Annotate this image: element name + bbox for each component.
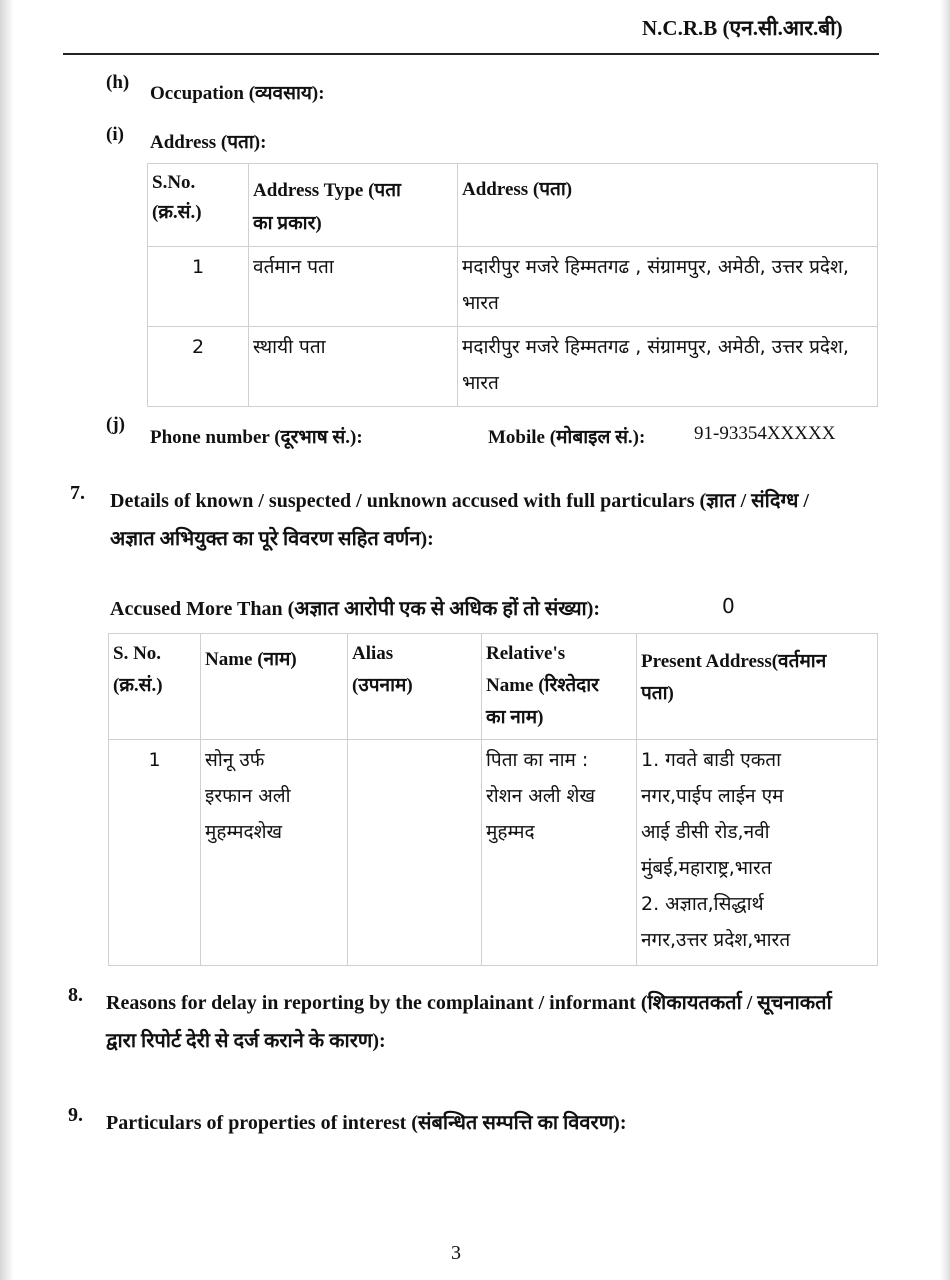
section-9-number: 9. — [68, 1104, 83, 1126]
accused-row-alias — [348, 740, 481, 744]
accused-col-present-address: Present Address(वर्तमान पता) — [641, 651, 827, 704]
occupation-label: Occupation (व्यवसाय): — [150, 83, 325, 104]
table-row — [148, 327, 878, 407]
address-row-type: वर्तमान पता — [253, 256, 334, 278]
accused-col-sno: S. No. (क्र.सं.) — [113, 643, 163, 696]
address-col-type: Address Type (पता का प्रकार) — [253, 180, 401, 234]
address-row-address: मदारीपुर मजरे हिम्मतगढ , संग्रामपुर, अमेठी, उत्तर प्रदेश, भारत — [462, 336, 849, 394]
phone-marker: (j) — [106, 414, 125, 435]
address-table — [147, 163, 878, 407]
section-9-title: Particulars of properties of interest (संबन्धित सम्पत्ति का विवरण): — [106, 1112, 627, 1134]
section-8-title: Reasons for delay in reporting by the complainant / informant (शिकायतकर्ता / सूचनाकर्ता द्वारा रिपोर्ट देरी से दर्ज कराने के कारण): — [106, 992, 832, 1052]
section-8-number: 8. — [68, 984, 83, 1006]
accused-row-present-address: 1. गवते बाडी एकता नगर,पाईप लाईन एम आई डीसी रोड,नवी मुंबई,महाराष्ट्र,भारत 2. अज्ञात,सिद्धार्थ नगर,उत्तर प्रदेश,भारत — [641, 749, 791, 951]
address-marker: (i) — [106, 124, 124, 145]
accused-row-sno: 1 — [148, 749, 161, 771]
accused-col-alias: Alias (उपनाम) — [352, 643, 413, 696]
accused-row-relative: पिता का नाम : रोशन अली शेख मुहम्मद — [486, 749, 596, 843]
address-row-type: स्थायी पता — [253, 336, 326, 358]
accused-col-relative: Relative's Name (रिश्तेदार का नाम) — [486, 643, 599, 728]
accused-more-value: 0 — [722, 594, 735, 618]
address-table-header — [148, 164, 878, 247]
mobile-label: Mobile (मोबाइल सं.): — [488, 427, 646, 448]
address-row-sno: 2 — [191, 336, 205, 358]
phone-label: Phone number (दूरभाष सं.): — [150, 427, 363, 448]
occupation-marker: (h) — [106, 72, 130, 93]
section-7-number: 7. — [70, 482, 85, 504]
page-edge-shadow-right — [940, 0, 950, 1280]
accused-table-header — [109, 634, 878, 740]
page-number: 3 — [451, 1242, 461, 1264]
address-col-sno: S.No. (क्र.सं.) — [152, 172, 202, 223]
address-label: Address (पता): — [150, 132, 267, 153]
mobile-value: 91-93354XXXXX — [694, 423, 836, 444]
accused-more-label: Accused More Than (अज्ञात आरोपी एक से अधिक हों तो संख्या): — [110, 598, 601, 620]
address-row-sno: 1 — [191, 256, 205, 278]
header-agency: N.C.R.B (एन.सी.आर.बी) — [642, 16, 843, 40]
table-row — [148, 247, 878, 327]
page-edge-shadow-left — [0, 0, 14, 1280]
address-col-address: Address (पता) — [462, 179, 573, 200]
table-row — [109, 740, 878, 966]
accused-table — [108, 633, 878, 966]
address-row-address: मदारीपुर मजरे हिम्मतगढ , संग्रामपुर, अमेठी, उत्तर प्रदेश, भारत — [462, 256, 849, 314]
section-7-title: Details of known / suspected / unknown accused with full particulars (ज्ञात / संदिग्ध / अज्ञात अभियुक्त का पूरे विवरण सहित वर्णन): — [110, 490, 809, 550]
accused-row-name: सोनू उर्फ इरफान अली मुहम्मदशेख — [205, 749, 291, 843]
header-divider — [63, 53, 879, 55]
accused-col-name: Name (नाम) — [205, 649, 297, 670]
